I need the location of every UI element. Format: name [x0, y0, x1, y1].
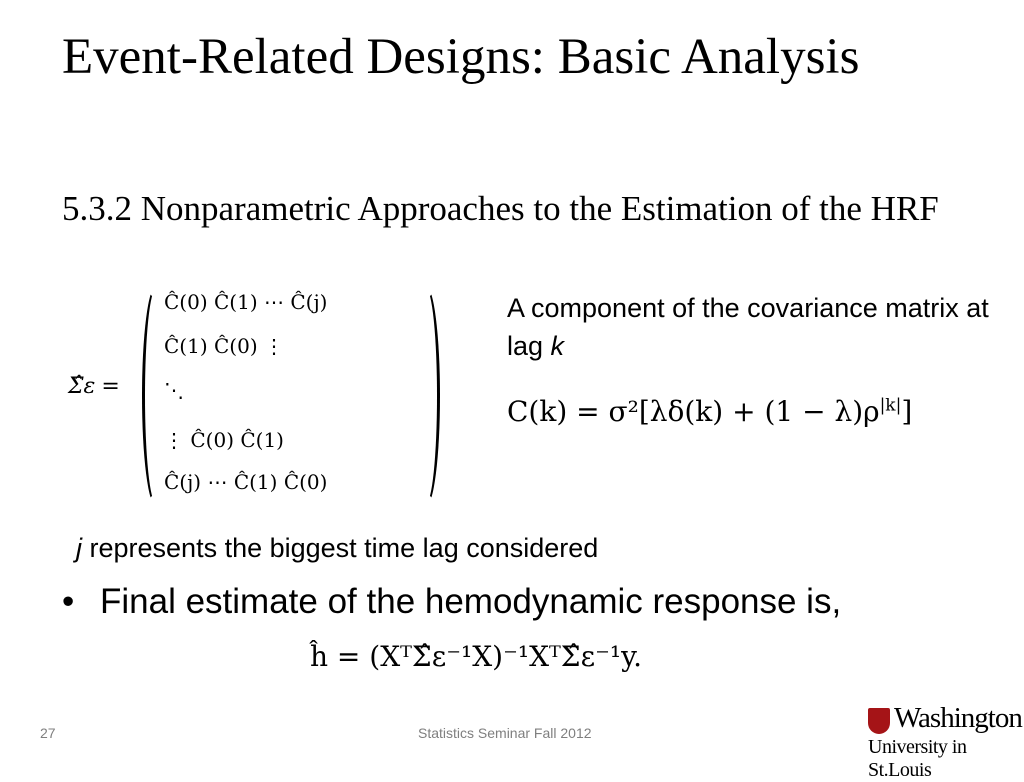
covariance-formula [507, 395, 912, 428]
matrix-row: Ĉ(j) ⋯ Ĉ(1) Ĉ(0) [164, 470, 328, 494]
matrix-row: Ĉ(1) Ĉ(0) ⋮ [164, 334, 284, 358]
j-variable: j [76, 533, 82, 563]
covariance-text: A component of the covariance matrix at lag [507, 293, 989, 361]
matrix-row: ⋱ [164, 378, 184, 402]
matrix-lhs-symbol: Σ̂ε [68, 374, 96, 399]
matrix-right-paren [412, 286, 440, 506]
shield-icon [868, 708, 890, 734]
slide-title: Event-Related Designs: Basic Analysis [62, 29, 860, 85]
bullet-icon: • [62, 582, 75, 621]
slide-number: 27 [40, 725, 56, 741]
j-note-text: represents the biggest time lag considered [82, 533, 599, 563]
university-logo [868, 702, 1024, 781]
j-note [76, 533, 598, 564]
covariance-formula-main: C(k) = σ²[λδ(k) + (1 − λ)ρ [507, 395, 880, 428]
footer-text: Statistics Seminar Fall 2012 [418, 725, 592, 741]
covariance-formula-exponent: |k| [879, 395, 902, 416]
matrix-row: Ĉ(0) Ĉ(1) ⋯ Ĉ(j) [164, 290, 328, 314]
logo-line1: Washington [894, 702, 1022, 734]
lag-variable: k [550, 331, 565, 361]
covariance-description [507, 289, 997, 365]
bullet-text: Final estimate of the hemodynamic response is, [100, 582, 842, 621]
bullet-item [62, 582, 841, 622]
covariance-formula-end: ] [901, 395, 913, 428]
final-estimate-formula: ĥ = (XᵀΣ̂ε⁻¹X)⁻¹XᵀΣ̂ε⁻¹y. [310, 640, 643, 673]
matrix-equals: = [101, 374, 120, 399]
matrix-lhs [68, 374, 120, 399]
matrix-row: ⋮ Ĉ(0) Ĉ(1) [164, 428, 284, 452]
slide-subtitle: 5.3.2 Nonparametric Approaches to the Estimation of the HRF [62, 189, 939, 228]
logo-line2: University in St.Louis [868, 736, 967, 781]
covariance-matrix [68, 282, 458, 502]
